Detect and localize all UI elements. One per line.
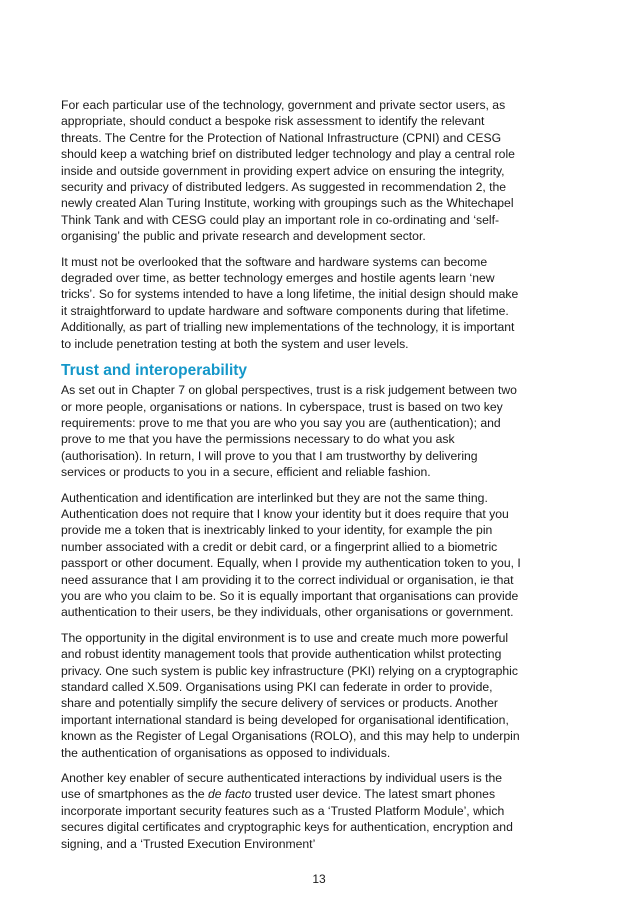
paragraph-trust-definition: As set out in Chapter 7 on global perspectives, trust is a risk judgement between two or more people, organisations or nations. In cyberspace, trust is based on two key requirements: prove to me that you are who you say you are (authentication); and prove to me that you have the permissions necessary to do what you ask (authorisation). In return, I will prove to you that I am trustworthy by delivering services or products to you in a secure, efficient and reliable fashion.: [61, 383, 517, 480]
paragraph-smartphones-part-1: Another key enabler of secure authenticated interactions by individual users is the use of smartphones as the: [61, 771, 503, 802]
paragraph-identity-management: The opportunity in the digital environment is to use and create much more powerful and robust identity management tools that provide authentication whilst protecting privacy. One such system is public key infrastructure (PKI) relying on a cryptographic standard called X.509. Organisations using PKI can federate in order to provide, share and potentially simplify the secure delivery of services or products. Another important international standard is being developed for organisational identification, known as the Register of Legal Organisations (ROLO), and this may help to underpin the authentication of organisations as opposed to individuals.: [61, 630, 520, 760]
paragraph-system-degradation: It must not be overlooked that the software and hardware systems can become degraded over time, as better technology emerges and hostile agents learn ‘new tricks’. So for systems intended to have a long lifetime, the initial design should make it straightforward to update hardware and software components during that lifetime. Additionally, as part of trialling new implementations of the technology, it is important to include penetration testing at both the system and user levels.: [61, 254, 519, 351]
paragraph-authentication-identification: Authentication and identification are interlinked but they are not the same thing. Authentication does not require that I know your identity but it does require that you provide me a token that is inextricably linked to your identity, for example the pin number associated with a credit or debit card, or a fingerprint allied to a biometric passport or other document. Equally, when I provide my authentication token to you, I need assurance that I am providing it to the correct individual or organisation, ie that you are who you claim to be. So it is equally important that organisations can provide authentication to their users, be they individuals, other organisations or government.: [61, 490, 521, 620]
paragraph-smartphones-emphasis: de facto: [208, 787, 252, 802]
document-body: [61, 97, 521, 861]
page-number: 13: [312, 872, 326, 886]
paragraph-risk-assessment: For each particular use of the technology, government and private sector users, as appropriate, should conduct a bespoke risk assessment to identify the relevant threats. The Centre for the Protection of National Infrastructure (CPNI) and CESG should keep a watching brief on distributed ledger technology and play a central role inside and outside government in providing expert advice on ensuring the integrity, security and privacy of distributed ledgers. As suggested in recommendation 2, the newly created Alan Turing Institute, working with groupings such as the Whitechapel Think Tank and with CESG could play an important role in co-ordinating and ‘self-organising’ the public and private research and development sector.: [61, 98, 515, 244]
paragraph-smartphones: [61, 770, 521, 852]
section-heading-trust-interoperability: Trust and interoperability: [61, 362, 248, 380]
paragraph-smartphones-part-2: trusted user device. The latest smart phones incorporate important security features such as a ‘Trusted Platform Module’, which secures digital certificates and cryptographic keys for authentication, encryption and signing, and a ‘Trusted Execution Environment’: [61, 787, 513, 851]
